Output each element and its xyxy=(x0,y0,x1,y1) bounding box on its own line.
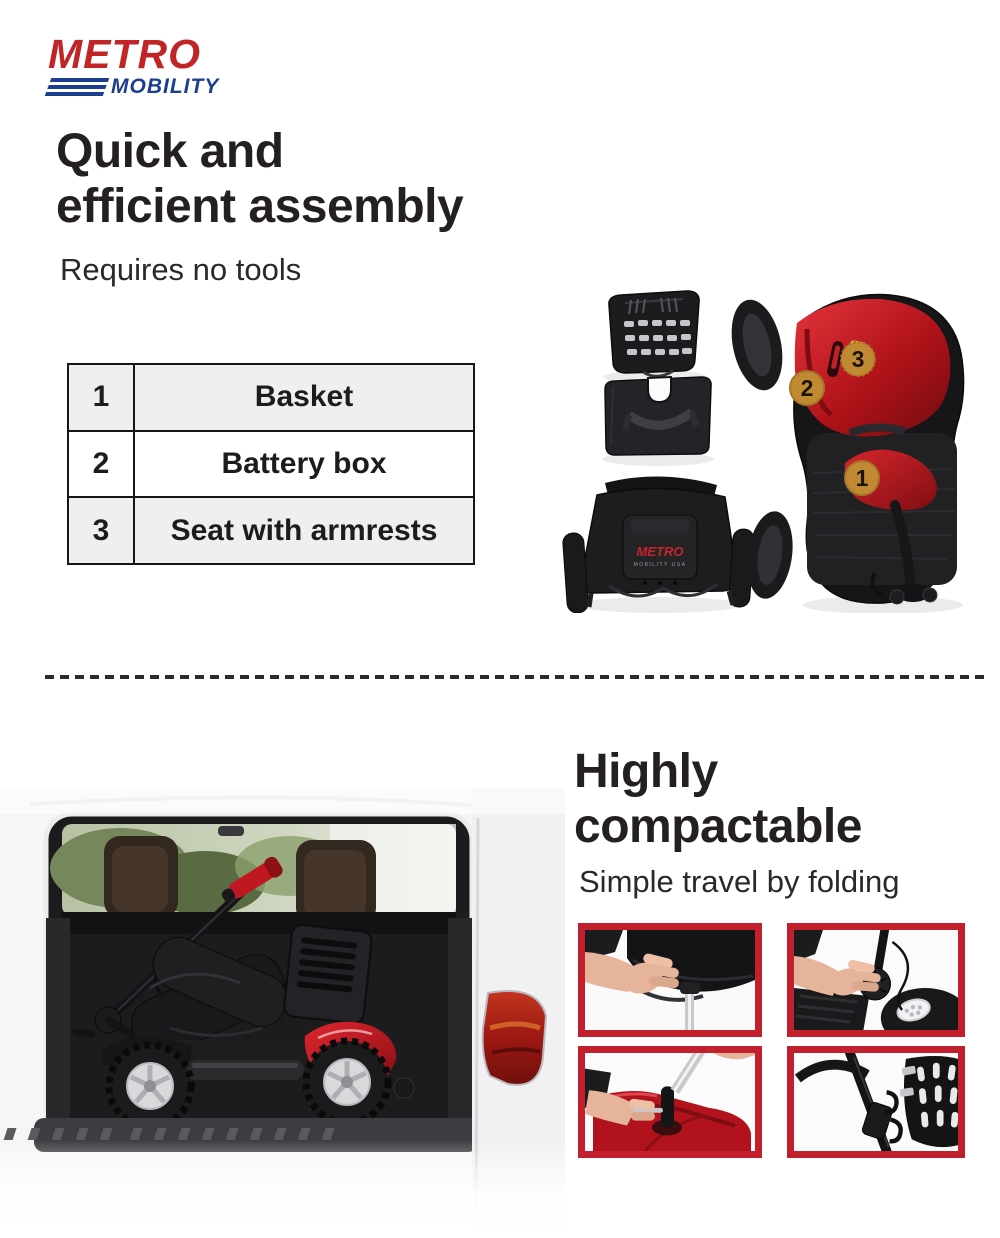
parts-table-label: Seat with armrests xyxy=(135,498,473,563)
parts-table-num: 3 xyxy=(69,498,133,563)
seat-logo-text: METRO xyxy=(636,544,684,559)
parts-table xyxy=(67,363,475,565)
detail-photo-basket-hook xyxy=(787,1046,965,1158)
assembly-title xyxy=(56,124,463,234)
brand-logo xyxy=(48,31,238,99)
seat-logo-subtext: MOBILITY USA xyxy=(633,562,687,568)
seat-part xyxy=(562,476,754,613)
armrest-left xyxy=(562,532,589,613)
assembly-subtitle: Requires no tools xyxy=(60,252,302,287)
callout-badge-battery: 2 xyxy=(800,375,814,401)
compact-subtitle: Simple travel by folding xyxy=(579,864,900,899)
callout-badge-basket: 1 xyxy=(855,465,869,491)
assembly-title-line2: efficient assembly xyxy=(56,180,464,233)
callout-badge-seat: 3 xyxy=(851,346,865,372)
assembly-title-line1: Quick and xyxy=(56,125,284,178)
compact-title-line2: compactable xyxy=(574,800,862,853)
brand-name: METRO xyxy=(48,31,202,77)
parts-table-label: Basket xyxy=(135,365,473,430)
rearview-mirror xyxy=(218,826,244,836)
scooter-wheel-right xyxy=(306,1041,388,1123)
parts-table-num: 2 xyxy=(69,432,133,497)
section-divider xyxy=(45,675,990,679)
parts-table-label: Battery box xyxy=(135,432,473,497)
scooter-in-car-trunk-photo xyxy=(0,788,565,1238)
scooter-wheel-left xyxy=(109,1045,191,1127)
parcel-shelf xyxy=(62,912,456,934)
anti-tip-wheel xyxy=(394,1078,414,1098)
battery-box-part xyxy=(605,377,711,455)
parts-table-num: 1 xyxy=(69,365,133,430)
compact-title xyxy=(574,744,862,854)
battery-box-in-trunk xyxy=(283,924,372,1024)
detail-photo-seat-removal xyxy=(578,923,762,1037)
detail-photo-knob-grip xyxy=(787,923,965,1037)
detail-photo-post-insert xyxy=(578,1046,762,1158)
car-taillight xyxy=(483,991,546,1085)
post-socket-tube xyxy=(661,1086,674,1127)
compact-title-line1: Highly xyxy=(574,745,718,798)
disassembled-scooter-photo xyxy=(545,283,980,613)
brand-subrow xyxy=(48,75,238,99)
logo-stripes-icon xyxy=(45,78,110,96)
brand-subname: MOBILITY xyxy=(111,75,220,98)
basket-part xyxy=(609,291,699,376)
scooter-base-part xyxy=(724,294,964,604)
